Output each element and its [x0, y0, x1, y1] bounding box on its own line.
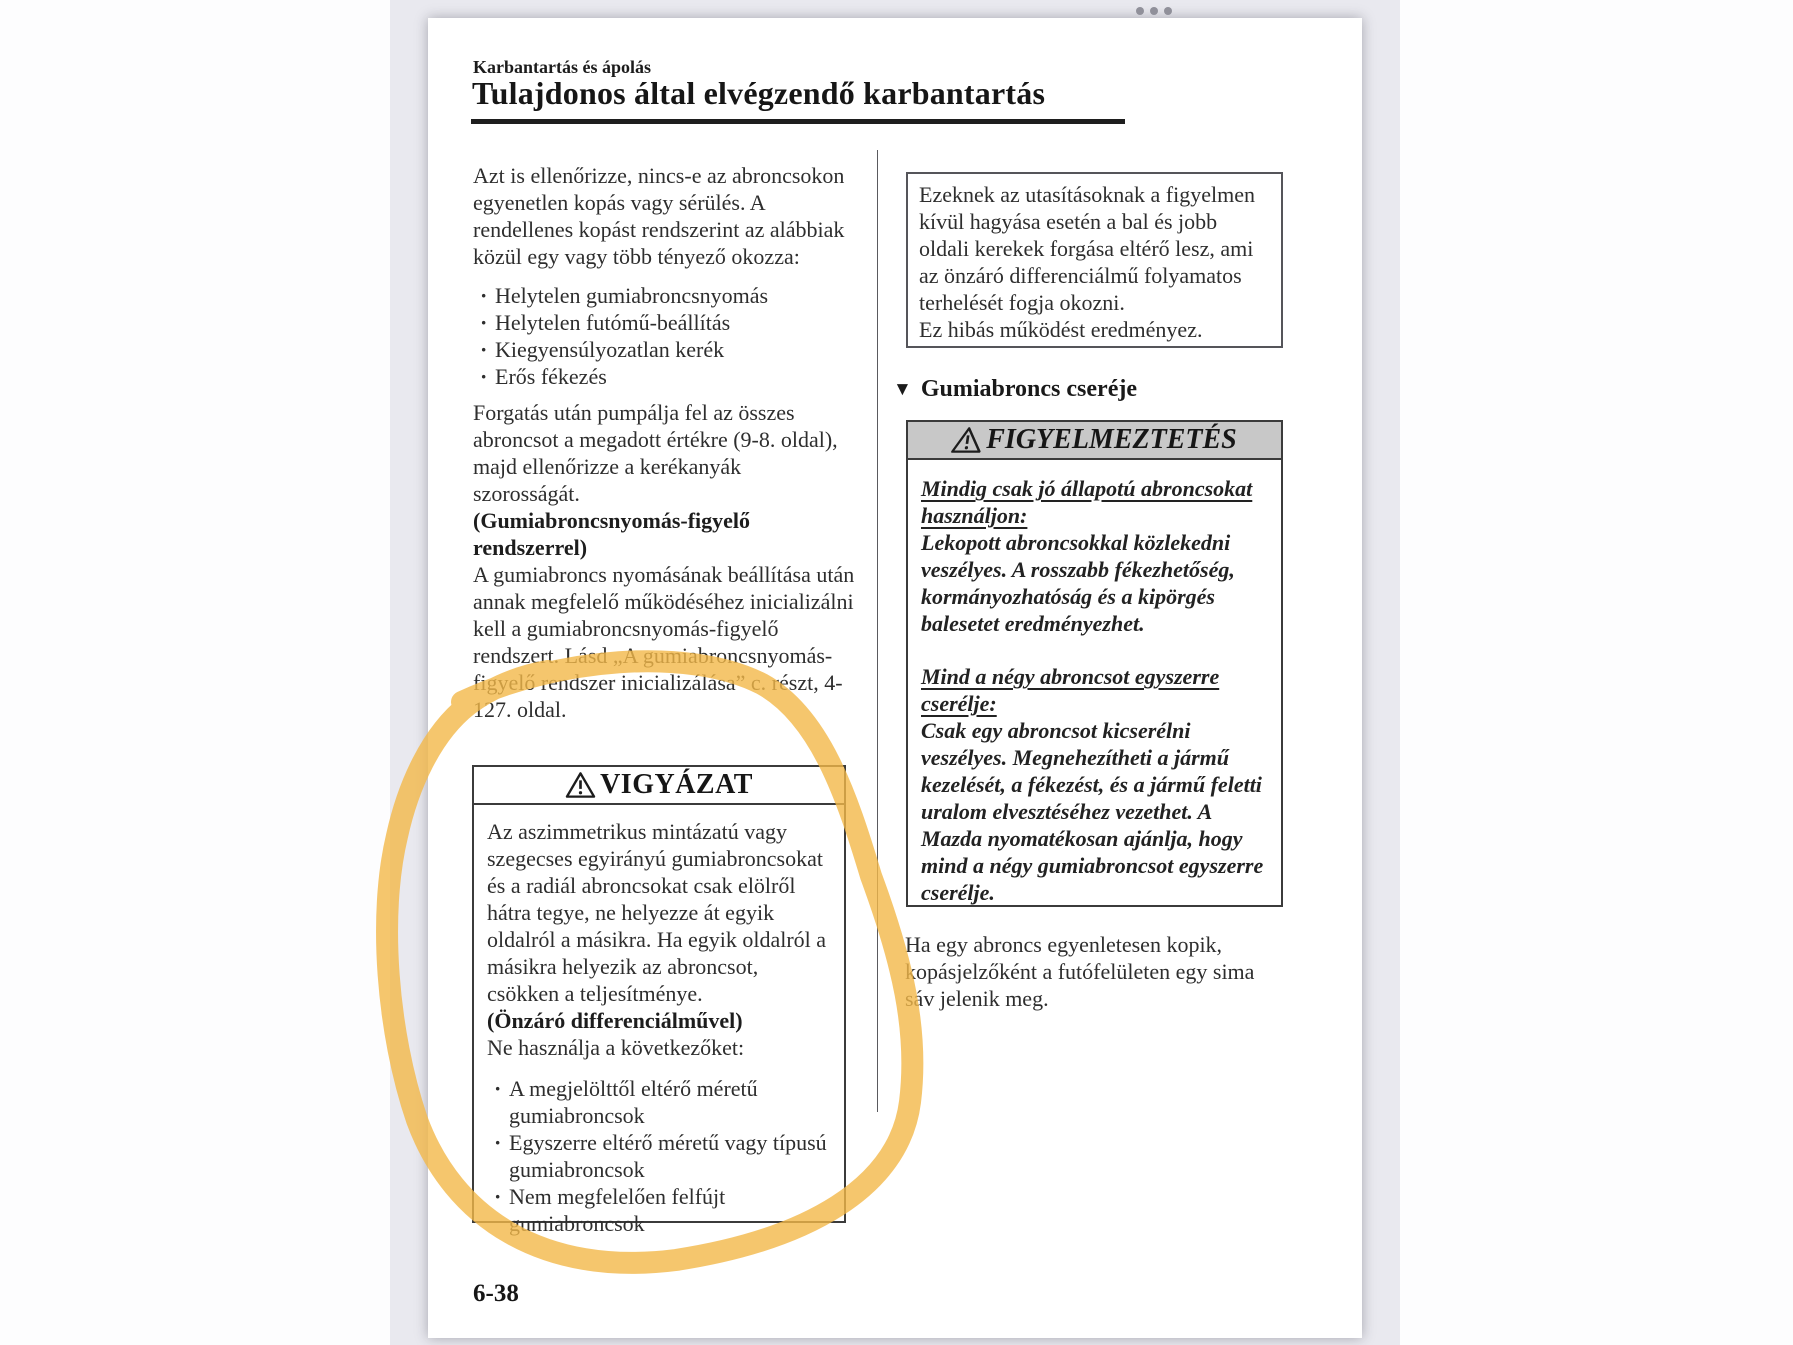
- list-item: · A megjelölttől eltérő méretű gumiabroncsok: [487, 1075, 832, 1129]
- column-divider: [877, 150, 878, 1112]
- list-item: · Helytelen futómű-beállítás: [473, 309, 850, 336]
- caution-box-header: [474, 767, 844, 805]
- caution-bullet-list: [487, 1075, 832, 1237]
- warning-item: [921, 475, 1269, 637]
- caution-title: VIGYÁZAT: [600, 769, 753, 800]
- chapter-eyebrow: Karbantartás és ápolás: [473, 57, 652, 77]
- list-item: · Nem megfelelően felfújt gumiabroncsok: [487, 1183, 832, 1237]
- warning-triangle-icon: [565, 771, 596, 799]
- warning-item: [921, 663, 1269, 906]
- warning-box: [906, 420, 1283, 907]
- warning-triangle-icon: [950, 426, 985, 454]
- caution-box: [472, 765, 846, 1236]
- paragraph: Ha egy abroncs egyenletesen kopik, kopásjelzőként a futófelületen egy sima sáv jelenik meg.: [905, 932, 1255, 1011]
- section-marker-icon: ▼: [893, 378, 912, 400]
- bold-subheading: (Gumiabroncsnyomás-figyelő rendszerrel): [473, 508, 751, 560]
- section-heading: [893, 376, 1137, 403]
- section-heading-label: Gumiabroncs cseréje: [920, 376, 1137, 402]
- paragraph: A gumiabroncs nyomásának beállítása után annak megfelelő működéséhez inicializálni kell a gumiabroncsnyomás-figyelő rendszert. Lásd „A gumiabroncsnyomás-figyelő rendszer inicializálása” c. részt, 4-127. oldal.: [473, 562, 855, 722]
- warning-item-text: Lekopott abroncsokkal közlekedni veszélyes. A rosszabb fékezhetőség, kormányozhatóság és a kipörgés balesetet eredményezhet.: [921, 530, 1235, 636]
- caution-subheading: (Önzáró differenciálművel): [487, 1008, 743, 1033]
- page-title: Tulajdonos által elvégzendő karbantartás: [472, 75, 1046, 111]
- list-item: · Erős fékezés: [473, 363, 850, 390]
- caution-lead: Ne használja a következőket:: [487, 1035, 745, 1060]
- list-item: · Kiegyensúlyozatlan kerék: [473, 336, 850, 363]
- more-options-dots-icon[interactable]: [1136, 7, 1172, 15]
- note-box: [906, 172, 1283, 348]
- warning-item-text: Csak egy abroncsot kicserélni veszélyes. Megnehezítheti a jármű kezelését, a fékezést, és a jármű feletti uralom elvesztéséhez vezethet. A Mazda nyomatékosan ajánlja, hogy mind a négy gumiabroncsot egyszerre cserélje.: [921, 718, 1264, 905]
- paragraph: Forgatás után pumpálja fel az összes abroncsot a megadott értékre (9-8. oldal), majd ellenőrizze a kerékanyák szorosságát.: [473, 400, 838, 506]
- dot: [1136, 7, 1144, 15]
- warning-title: FIGYELMEZTETÉS: [986, 424, 1237, 455]
- dot: [1164, 7, 1172, 15]
- title-rule: [471, 119, 1125, 124]
- bullet-list: [473, 282, 850, 390]
- note-paragraph: Ezeknek az utasításoknak a figyelmen kívül hagyása esetén a bal és jobb oldali kerekek forgása eltérő lesz, ami az önzáró differenciálmű folyamatos terhelését fogja okozni.: [919, 182, 1255, 315]
- warning-item-heading: Mindig csak jó állapotú abroncsokat használjon:: [921, 476, 1253, 528]
- dot: [1150, 7, 1158, 15]
- page-number: 6-38: [473, 1280, 519, 1307]
- caution-body: Az aszimmetrikus mintázatú vagy szegecses egyirányú gumiabroncsokat és a radiál abroncsokat csak elölről hátra tegye, ne helyezze át egyik oldalról a másikra. Ha egyik oldalról a másikra helyezik az abroncsot, csökken a teljesítménye.: [487, 819, 827, 1006]
- note-paragraph: Ez hibás működést eredményez.: [919, 317, 1203, 342]
- paragraph: Azt is ellenőrizze, nincs-e az abroncsokon egyenetlen kopás vagy sérülés. A rendellenes kopást rendszerint az alábbiak közül egy vagy több tényező okozza:: [473, 163, 845, 269]
- list-item: · Helytelen gumiabroncsnyomás: [473, 282, 850, 309]
- list-item: · Egyszerre eltérő méretű vagy típusú gumiabroncsok: [487, 1129, 832, 1183]
- warning-box-header: [908, 422, 1281, 460]
- manual-page: [428, 18, 1362, 1338]
- warning-item-heading: Mind a négy abroncsot egyszerre cserélje:: [921, 664, 1220, 716]
